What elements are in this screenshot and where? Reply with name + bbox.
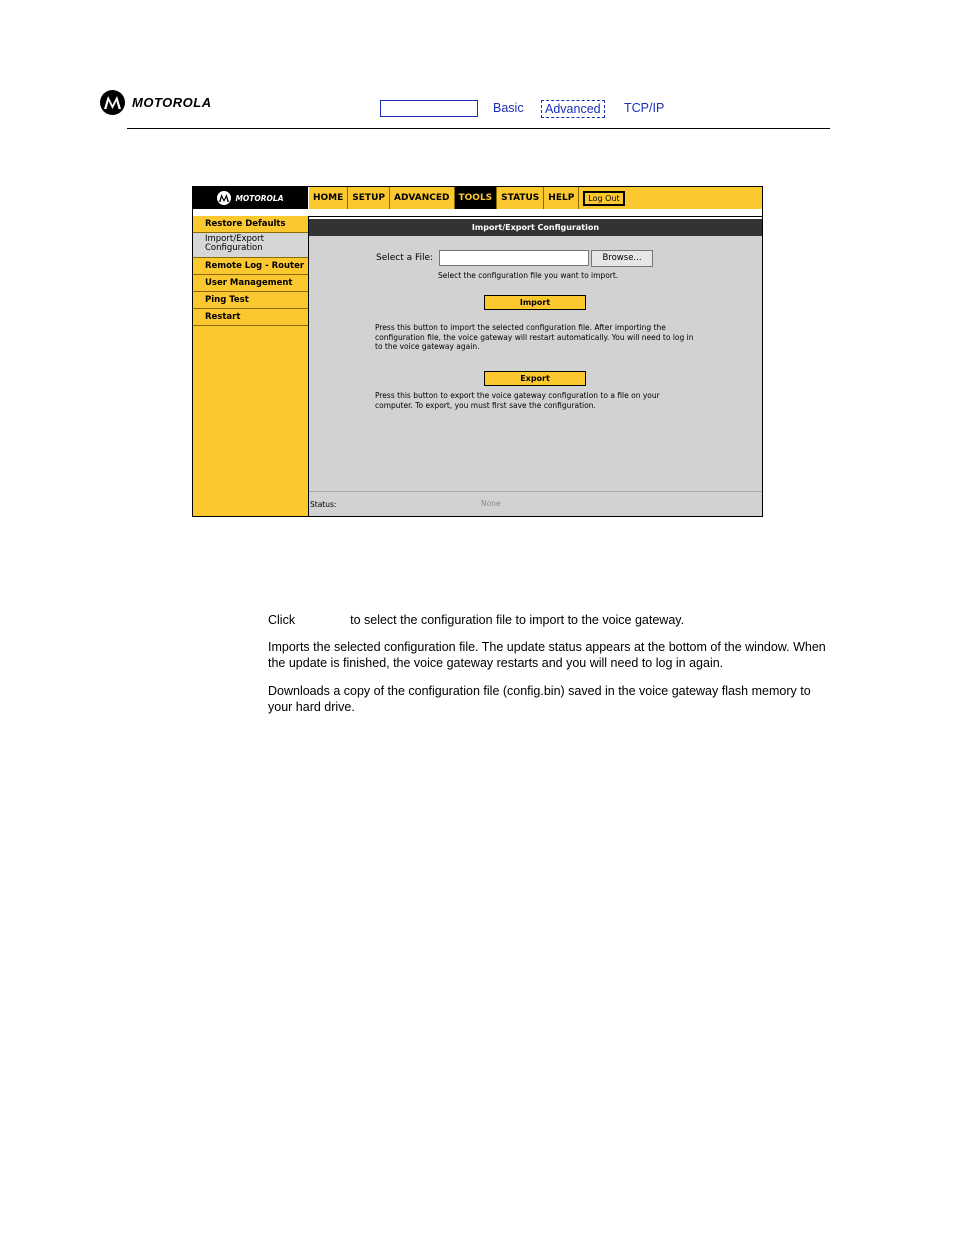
router-ui-screenshot: [192, 186, 763, 517]
sidebar-item-ping-test[interactable]: Ping Test: [193, 292, 308, 309]
browse-button[interactable]: Browse...: [591, 250, 653, 267]
router-menu-bar: [309, 187, 762, 209]
export-description: Press this button to export the voice gateway configuration to a file on your computer. To export, you must first save the configuration.: [375, 391, 660, 410]
menu-help[interactable]: HELP: [544, 187, 579, 209]
router-batwing-icon: [217, 191, 231, 205]
sidebar-item-import-export-line1: Import/Export: [205, 234, 264, 244]
nav-link-advanced[interactable]: Advanced: [541, 100, 605, 118]
status-value: None: [481, 499, 501, 508]
router-logo: [193, 187, 308, 209]
header-divider: [127, 128, 830, 129]
nav-link-basic[interactable]: Basic: [493, 101, 524, 115]
menu-advanced[interactable]: ADVANCED: [390, 187, 455, 209]
menu-home[interactable]: HOME: [309, 187, 348, 209]
sidebar-item-remote-log[interactable]: Remote Log - Router: [193, 258, 308, 275]
file-hint: Select the configuration file you want to import.: [438, 271, 619, 280]
menu-tools[interactable]: TOOLS: [455, 187, 498, 209]
doc-click-post: to select the configuration file to import to the voice gateway.: [350, 613, 685, 627]
panel-title: Import/Export Configuration: [309, 219, 762, 236]
doc-export-description: Downloads a copy of the configuration file (config.bin) saved in the voice gateway flash memory to your hard drive.: [268, 684, 811, 714]
brand-text: MOTOROLA: [132, 95, 212, 110]
doc-click-pre: Click: [268, 613, 296, 627]
menu-setup[interactable]: SETUP: [348, 187, 390, 209]
sidebar-item-import-export[interactable]: [193, 233, 308, 258]
file-input[interactable]: [439, 250, 589, 266]
doc-import-description: Imports the selected configuration file. The update status appears at the bottom of the window. When the update is finished, the voice gateway restarts and you will need to log in again.: [268, 640, 826, 670]
file-label: Select a File:: [376, 253, 434, 263]
import-button[interactable]: Import: [484, 295, 586, 310]
sidebar-item-user-management[interactable]: User Management: [193, 275, 308, 292]
nav-empty-box[interactable]: [380, 100, 478, 117]
sidebar-item-restart[interactable]: Restart: [193, 309, 308, 326]
import-description: Press this button to import the selected configuration file. After importing the configuration file, the voice gateway will restart automatically. You will need to log in to the voice gateway again.: [375, 323, 694, 351]
router-logo-text: MOTOROLA: [235, 193, 284, 203]
tools-sidebar: [193, 216, 309, 516]
status-bar: [309, 491, 762, 516]
motorola-logo: [100, 90, 212, 115]
sidebar-item-restore-defaults[interactable]: Restore Defaults: [193, 216, 308, 233]
status-label: Status:: [310, 500, 337, 509]
sidebar-item-import-export-line2: Configuration: [205, 243, 263, 253]
menu-status[interactable]: STATUS: [497, 187, 544, 209]
logout-button[interactable]: Log Out: [583, 191, 624, 206]
import-export-panel: [309, 219, 762, 516]
export-button[interactable]: Export: [484, 371, 586, 386]
doc-browse-description: [268, 612, 828, 628]
nav-link-tcpip[interactable]: TCP/IP: [624, 101, 665, 115]
motorola-batwing-icon: [100, 90, 125, 115]
